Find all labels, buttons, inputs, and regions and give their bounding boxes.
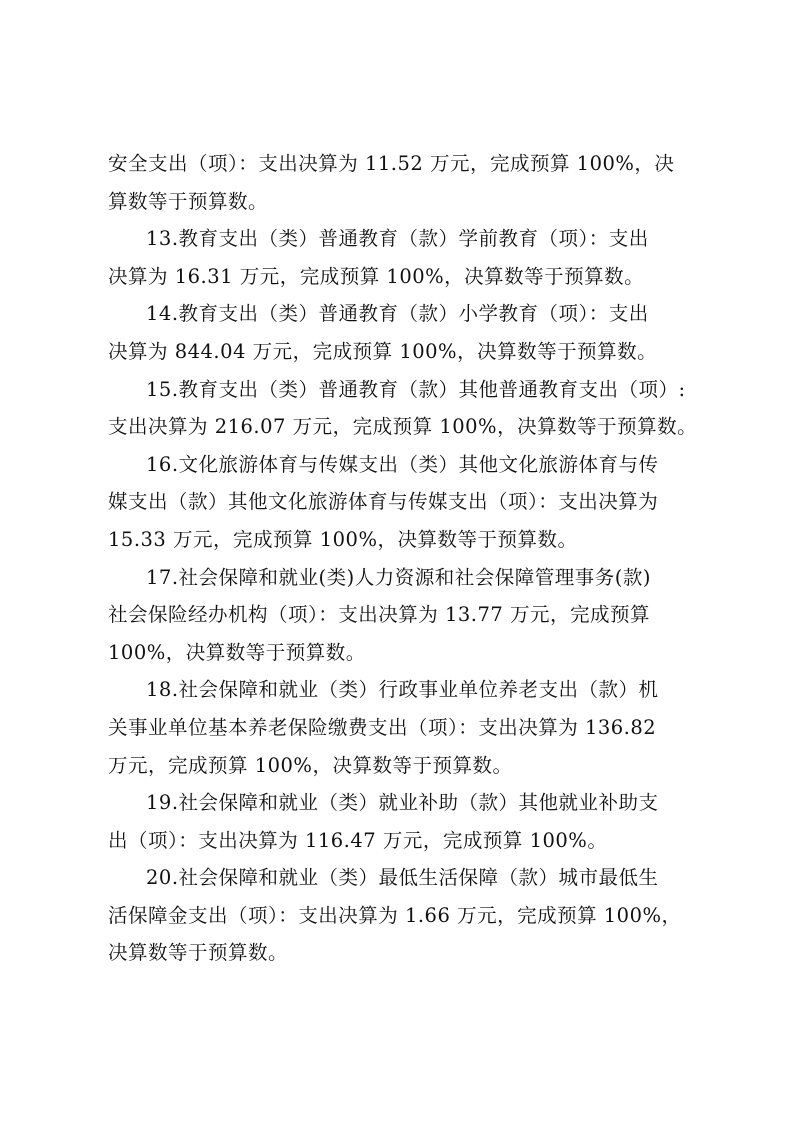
paragraph-15-start: 15.教育支出（类）普通教育（款）其他普通教育支出（项）:	[146, 377, 686, 401]
paragraph-18-start: 18.社会保障和就业（类）行政事业单位养老支出（款）机	[146, 678, 659, 702]
text-line: 安全支出（项）：支出决算为 11.52 万元，完成预算 100%，决	[108, 152, 675, 175]
text-line: 支出决算为 216.07 万元，完成预算 100%，决算数等于预算数。	[108, 415, 698, 439]
text-line: 媒支出（款）其他文化旅游体育与传媒支出（项）：支出决算为	[108, 490, 659, 514]
text-line: 算数等于预算数。	[108, 189, 269, 213]
text-line: 关事业单位基本养老保险缴费支出（项）：支出决算为 136.82	[108, 715, 657, 739]
text-line: 决算数等于预算数。	[108, 941, 289, 965]
text-line: 万元，完成预算 100%，决算数等于预算数。	[108, 753, 513, 777]
paragraph-13-start: 13.教育支出（类）普通教育（款）学前教育（项）：支出	[146, 227, 649, 251]
text-line: 决算为 844.04 万元，完成预算 100%，决算数等于预算数。	[108, 339, 658, 363]
text-line: 100%，决算数等于预算数。	[108, 640, 366, 664]
text-line: 15.33 万元，完成预算 100%，决算数等于预算数。	[108, 527, 578, 551]
paragraph-14-start: 14.教育支出（类）普通教育（款）小学教育（项）：支出	[146, 302, 649, 326]
text-line: 决算为 16.31 万元，完成预算 100%，决算数等于预算数。	[108, 264, 645, 288]
document-body	[108, 145, 698, 972]
paragraph-17-start: 17.社会保障和就业(类)人力资源和社会保障管理事务(款)	[146, 565, 651, 589]
text-line: 社会保险经办机构（项）：支出决算为 13.77 万元，完成预算	[108, 603, 650, 627]
paragraph-16-start: 16.文化旅游体育与传媒支出（类）其他文化旅游体育与传	[146, 452, 659, 476]
paragraph-20-start: 20.社会保障和就业（类）最低生活保障（款）城市最低生	[146, 866, 659, 890]
text-line: 出（项）：支出决算为 116.47 万元，完成预算 100%。	[108, 828, 608, 852]
text-line: 活保障金支出（项）：支出决算为 1.66 万元，完成预算 100%，	[108, 903, 682, 927]
paragraph-19-start: 19.社会保障和就业（类）就业补助（款）其他就业补助支	[146, 791, 659, 815]
